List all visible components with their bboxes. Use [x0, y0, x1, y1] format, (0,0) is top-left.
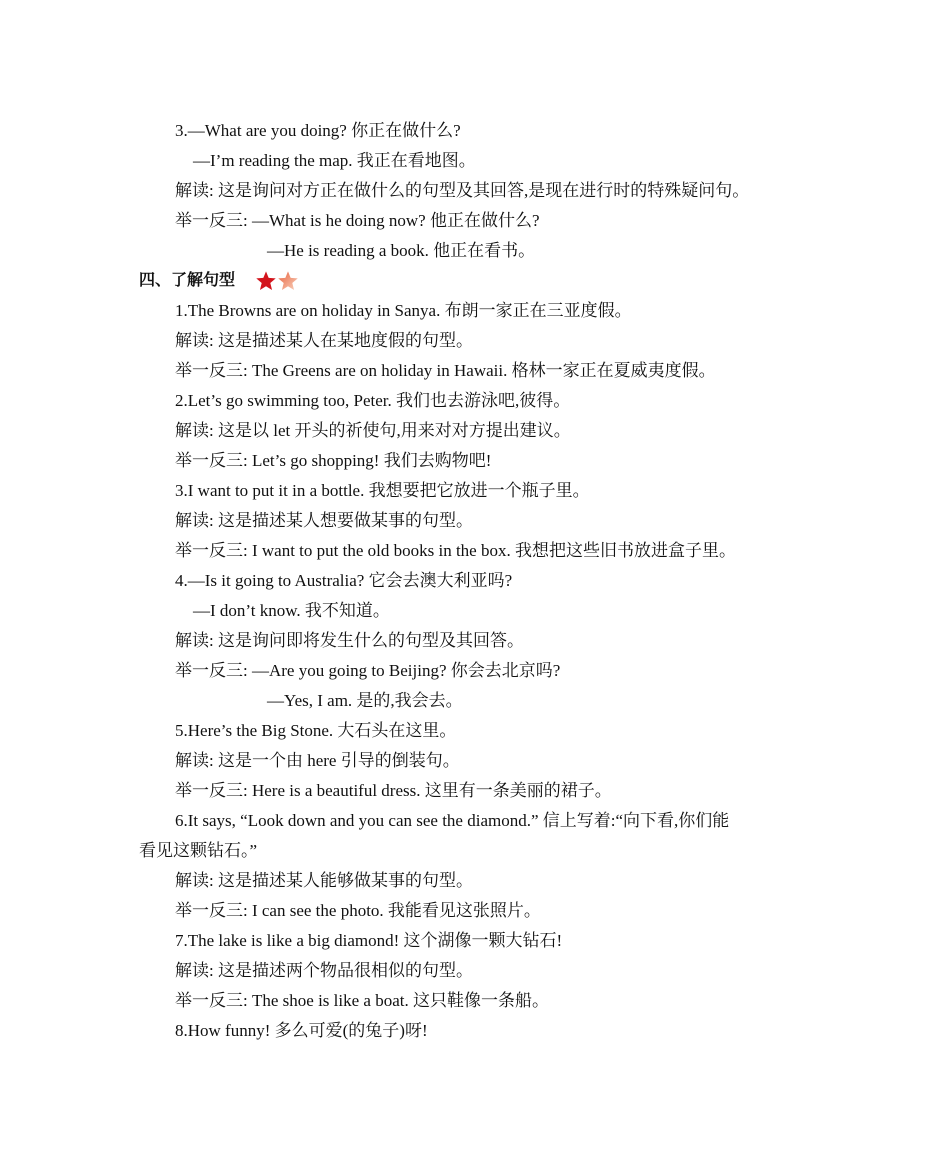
text-line: 举一反三: Here is a beautiful dress. 这里有一条美丽的裙子。: [175, 781, 612, 800]
text-line: 解读: 这是描述某人想要做某事的句型。: [175, 511, 473, 530]
difficulty-stars: [255, 270, 299, 292]
text-line: 7.The lake is like a big diamond! 这个湖像一颗大钻石!: [175, 931, 563, 950]
text-line: 解读: 这是以 let 开头的祈使句,用来对对方提出建议。: [175, 421, 571, 440]
text-line: 解读: 这是描述两个物品很相似的句型。: [175, 961, 473, 980]
text-line: 举一反三: Let’s go shopping! 我们去购物吧!: [175, 451, 492, 470]
text-line: 解读: 这是询问即将发生什么的句型及其回答。: [175, 631, 524, 650]
text-line: 1.The Browns are on holiday in Sanya. 布朗一家正在三亚度假。: [175, 301, 632, 320]
text-line: 3.—What are you doing? 你正在做什么?: [175, 121, 461, 140]
text-line: —I’m reading the map. 我正在看地图。: [193, 151, 476, 170]
text-line: 举一反三: —What is he doing now? 他正在做什么?: [175, 211, 540, 230]
text-line: 看见这颗钻石。”: [139, 841, 258, 860]
text-line: 举一反三: The shoe is like a boat. 这只鞋像一条船。: [175, 991, 549, 1010]
text-line: 举一反三: The Greens are on holiday in Hawaii. 格林一家正在夏威夷度假。: [175, 361, 716, 380]
text-line: 8.How funny! 多么可爱(的兔子)呀!: [175, 1021, 428, 1040]
text-line: 6.It says, “Look down and you can see the diamond.” 信上写着:“向下看,你们能: [175, 811, 730, 830]
text-line: —I don’t know. 我不知道。: [193, 601, 390, 620]
section-title: 四、了解句型: [139, 272, 236, 289]
main-lines: [0, 296, 950, 1046]
text-line: 解读: 这是一个由 here 引导的倒装句。: [175, 751, 460, 770]
text-line: 举一反三: I can see the photo. 我能看见这张照片。: [175, 901, 541, 920]
text-line: 5.Here’s the Big Stone. 大石头在这里。: [175, 721, 457, 740]
star-partial-icon: [277, 270, 299, 292]
star-full-icon: [255, 270, 277, 292]
text-line: 解读: 这是描述某人在某地度假的句型。: [175, 331, 473, 350]
document-page: [0, 116, 950, 1046]
text-line: —He is reading a book. 他正在看书。: [267, 241, 536, 260]
text-line: 解读: 这是描述某人能够做某事的句型。: [175, 871, 473, 890]
text-line: —Yes, I am. 是的,我会去。: [267, 691, 463, 710]
text-line: 举一反三: I want to put the old books in the box. 我想把这些旧书放进盒子里。: [175, 541, 736, 560]
section-heading: [0, 266, 950, 296]
top-lines: [0, 116, 950, 266]
text-line: 4.—Is it going to Australia? 它会去澳大利亚吗?: [175, 571, 513, 590]
text-line: 解读: 这是询问对方正在做什么的句型及其回答,是现在进行时的特殊疑问句。: [175, 181, 750, 200]
text-line: 举一反三: —Are you going to Beijing? 你会去北京吗?: [175, 661, 561, 680]
text-line: 2.Let’s go swimming too, Peter. 我们也去游泳吧,彼得。: [175, 391, 571, 410]
text-line: 3.I want to put it in a bottle. 我想要把它放进一个瓶子里。: [175, 481, 590, 500]
